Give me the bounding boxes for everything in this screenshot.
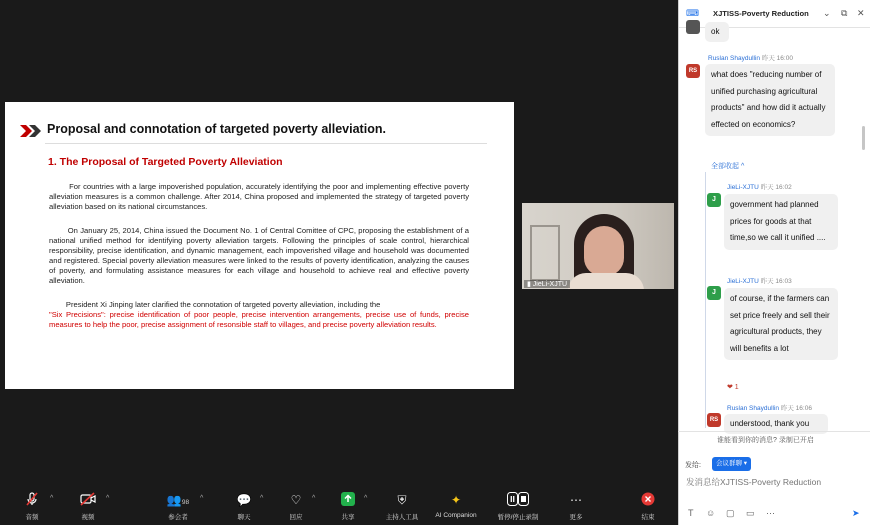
slide-paragraph-2: On January 25, 2014, China issued the Document No. 1 of Central Comittee of CPC, proposing the establishment of a national unified method for identifying poverty alleviation targets. Following the principles of scale control, hierarchical responsibility, precise identification, and dynamic management, each impoverished village and household was documented and registered. Special poverty alleviation measures were linked to the results of poverty identification, analyzing the causes of poverty, and formulating assistance measures for each village and household to achieve real and effective poverty alleviation. bbox=[49, 226, 469, 285]
end-button[interactable]: 结束 bbox=[618, 492, 678, 521]
more-button[interactable]: ⋯ 更多 bbox=[546, 492, 606, 521]
chat-scrollbar[interactable] bbox=[862, 126, 865, 150]
avatar: RS bbox=[707, 413, 721, 427]
slide-subtitle: 1. The Proposal of Targeted Poverty Alleviation bbox=[48, 156, 283, 168]
chat-message: government had planned prices for goods at that time,so we call it unified .... bbox=[724, 194, 838, 250]
avatar: J bbox=[707, 193, 721, 207]
chat-message: of course, if the farmers can set price freely and sell their agricultural products, they will benefits a lot bbox=[724, 288, 838, 360]
pause-record-icon bbox=[488, 492, 548, 508]
chevron-up-icon[interactable]: ^ bbox=[200, 495, 204, 502]
chat-sender: Ruslan Shaydullin 昨天 16:06 bbox=[727, 405, 812, 412]
chat-sender: Ruslan Shaydullin 昨天 16:00 bbox=[708, 55, 793, 62]
chat-title: XJTISS-Poverty Reduction bbox=[713, 9, 809, 18]
attach-icon[interactable]: ▢ bbox=[726, 508, 735, 518]
chevron-up-icon[interactable]: ^ bbox=[312, 495, 316, 502]
chat-input[interactable] bbox=[686, 475, 856, 489]
thread-line bbox=[705, 172, 706, 428]
recipient-select[interactable]: 会议群聊 ▾ bbox=[712, 457, 751, 471]
avatar: J bbox=[707, 286, 721, 300]
share-button[interactable]: 共享 ^ bbox=[318, 492, 378, 521]
bookshelf bbox=[530, 225, 560, 281]
collapse-all-link[interactable]: 全部收起 ^ bbox=[711, 163, 745, 170]
popout-icon[interactable]: ⧉ bbox=[841, 8, 848, 18]
chevron-bullet-icon bbox=[20, 125, 44, 137]
heart-icon: ♡ bbox=[290, 493, 302, 507]
chat-sender: JieLi-XJTU 昨天 16:02 bbox=[727, 184, 792, 191]
screenshot-icon[interactable]: ▭ bbox=[746, 508, 755, 518]
slide-paragraph-1: For countries with a large impoverished population, accurately identifying the poor and implementing effective poverty alleviation measures is a common challenge. After 2014, China proposed and implemented the strategy of targeted poverty alleviation based on its national circumstances. bbox=[49, 182, 469, 211]
participants-button[interactable]: 👥98 参会者 ^ bbox=[148, 492, 208, 521]
avatar: RS bbox=[686, 64, 700, 78]
slide-divider bbox=[45, 143, 487, 144]
participants-icon: 👥98 bbox=[166, 493, 190, 507]
chat-sender: JieLi-XJTU 昨天 16:03 bbox=[727, 278, 792, 285]
close-icon[interactable]: ✕ bbox=[857, 8, 865, 18]
meeting-toolbar bbox=[0, 490, 678, 525]
chevron-up-icon[interactable]: ^ bbox=[364, 495, 368, 502]
reactions-button[interactable]: ♡ 回应 ^ bbox=[266, 492, 326, 521]
chat-message: ok bbox=[705, 22, 729, 42]
more-icon[interactable]: ⋯ bbox=[766, 508, 775, 518]
share-icon bbox=[318, 492, 378, 508]
end-icon bbox=[618, 492, 678, 508]
send-to-label: 发给: bbox=[685, 462, 701, 469]
send-icon[interactable]: ➤ bbox=[852, 508, 860, 518]
chat-message: understood, thank you bbox=[724, 414, 828, 434]
chevron-up-icon[interactable]: ^ bbox=[260, 495, 264, 502]
recording-button[interactable]: 暂停/停止录制 bbox=[488, 492, 548, 521]
avatar bbox=[686, 20, 700, 34]
slide-title: Proposal and connotation of targeted poverty alleviation. bbox=[47, 122, 386, 136]
heart-reaction[interactable]: ❤ 1 bbox=[727, 384, 739, 391]
shared-slide bbox=[5, 102, 514, 389]
slide-paragraph-3: President Xi Jinping later clarified the connotation of targeted poverty alleviation, including the "Six Precisions": precise identification of poor people, precise intervention arrangements, precise use of funds, precise measures to help the poor, precise assignment of resonsible staff to villages, and precise poverty alleviation results. bbox=[49, 300, 469, 329]
video-button[interactable]: 视频 ^ bbox=[58, 492, 118, 521]
chevron-up-icon[interactable]: ^ bbox=[106, 495, 110, 502]
host-tools-button[interactable]: ⛨ 主持人工具 bbox=[372, 492, 432, 521]
six-precisions-text: "Six Precisions": precise identification of poor people, precise intervention arrangements, precise use of funds, precise measures to help the poor, precise assignment of resonsible staff to villages, and precise poverty alleviation results. bbox=[49, 309, 469, 329]
emoji-icon[interactable]: ☺ bbox=[706, 508, 716, 518]
ai-companion-button[interactable]: ✦ AI Companion bbox=[426, 492, 486, 519]
sparkle-icon: ✦ bbox=[450, 493, 462, 507]
format-icon[interactable]: T bbox=[688, 508, 694, 518]
audio-button[interactable]: 音频 ^ bbox=[2, 492, 62, 521]
chevron-down-icon[interactable]: ⌄ bbox=[823, 8, 831, 18]
chat-icon: 💬 bbox=[236, 493, 252, 507]
signal-icon: ▮ bbox=[527, 281, 533, 288]
participant-video[interactable] bbox=[522, 203, 674, 289]
video-name-label: ▮ JieLi-XJTU bbox=[524, 280, 570, 288]
recording-notice[interactable]: 谁能看到你的消息? 录制已开启 bbox=[717, 437, 814, 444]
participant-face bbox=[584, 226, 624, 276]
chat-window-icon[interactable]: ⌨ bbox=[686, 8, 699, 18]
shield-icon: ⛨ bbox=[397, 493, 407, 507]
chat-button[interactable]: 💬 聊天 ^ bbox=[214, 492, 274, 521]
more-icon: ⋯ bbox=[570, 493, 582, 507]
chat-message: what does "reducing number of unified purchasing agricultural products" and how did it actually effected on economics? bbox=[705, 64, 835, 136]
chevron-up-icon[interactable]: ^ bbox=[50, 495, 54, 502]
